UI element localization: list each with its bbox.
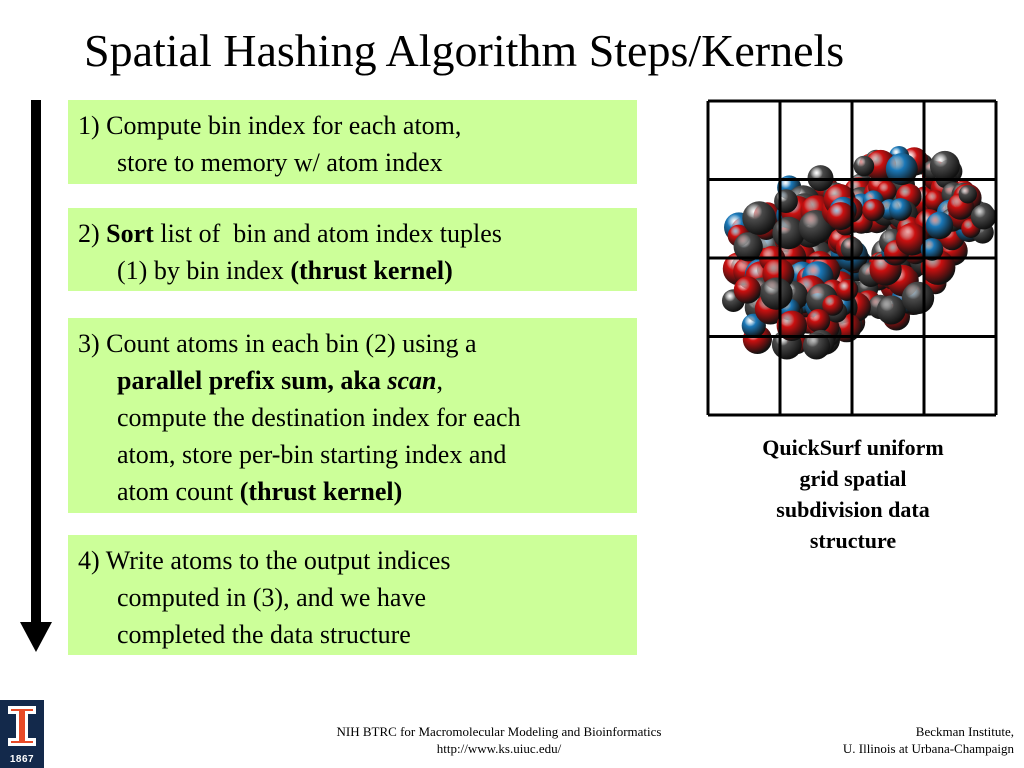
- bold-text: Sort: [106, 219, 154, 248]
- bold-text: (thrust kernel): [290, 256, 453, 285]
- step-3-box: [68, 318, 637, 513]
- footer-right: [843, 723, 1014, 757]
- step-text: 4) Write atoms to the output indices: [78, 546, 451, 575]
- atom-sphere: [889, 198, 912, 221]
- atom-sphere: [807, 309, 831, 333]
- step-text: completed the data structure: [117, 620, 411, 649]
- step-text: compute the destination index for each: [117, 403, 521, 432]
- atom-sphere: [902, 282, 934, 314]
- caption-line: structure: [809, 528, 897, 553]
- atom-sphere: [862, 199, 884, 221]
- step-text: computed in (3), and we have: [117, 583, 427, 612]
- atom-sphere: [760, 278, 792, 310]
- spatial-grid-figure: [706, 99, 998, 417]
- logo-year: 1867: [9, 754, 35, 765]
- step-text: 2): [78, 219, 107, 248]
- footer-university: U. Illinois at Urbana-Champaign: [842, 741, 1014, 756]
- step-text: 3) Count atoms in each bin (2) using a: [78, 329, 477, 358]
- atom-sphere: [877, 296, 906, 325]
- footer-institute: Beckman Institute,: [915, 724, 1014, 739]
- atom-sphere: [926, 212, 953, 239]
- step-line: [78, 252, 627, 289]
- university-logo: [0, 700, 44, 768]
- step-line: [78, 215, 627, 252]
- step-line: [78, 579, 627, 616]
- step-line: [78, 616, 627, 653]
- step-line: [78, 362, 627, 399]
- step-line: [78, 436, 627, 473]
- caption-line: QuickSurf uniform: [762, 435, 944, 460]
- step-text: atom, store per-bin starting index and: [117, 440, 507, 469]
- step-text: atom count: [117, 477, 240, 506]
- grid-lines: [708, 101, 996, 415]
- bold-text: (thrust kernel): [239, 477, 403, 506]
- slide-title: Spatial Hashing Algorithm Steps/Kernels: [84, 25, 845, 76]
- down-arrow-icon: [18, 100, 54, 656]
- step-text: ,: [436, 366, 443, 395]
- caption-line: subdivision data: [776, 497, 930, 522]
- step-line: [78, 473, 627, 510]
- figure-caption: [720, 432, 986, 556]
- atom-sphere: [734, 276, 761, 303]
- footer-center: [300, 723, 698, 757]
- footer-org: NIH BTRC for Macromolecular Modeling and Bioinformatics: [336, 724, 662, 739]
- step-line: [78, 144, 627, 181]
- bold-text: parallel prefix sum, aka: [117, 366, 388, 395]
- step-1-box: [68, 100, 637, 184]
- step-text: (1) by bin index: [117, 256, 291, 285]
- atom-sphere: [854, 156, 875, 177]
- step-text: store to memory w/ atom index: [117, 148, 443, 177]
- step-text: list of bin and atom index tuples: [153, 219, 502, 248]
- step-4-box: [68, 535, 637, 655]
- step-2-box: [68, 208, 637, 291]
- step-line: [78, 325, 627, 362]
- caption-line: grid spatial: [799, 466, 907, 491]
- atom-sphere: [959, 185, 977, 203]
- atom-sphere: [774, 189, 798, 213]
- footer-url: http://www.ks.uiuc.edu/: [436, 741, 562, 756]
- step-text: 1) Compute bin index for each atom,: [78, 111, 462, 140]
- step-line: [78, 542, 627, 579]
- atom-sphere: [742, 201, 776, 235]
- atom-sphere: [971, 204, 996, 229]
- block-i-icon: [0, 700, 44, 754]
- step-line: [78, 399, 627, 436]
- step-line: [78, 107, 627, 144]
- atom-sphere: [930, 151, 960, 181]
- bold-text: scan: [387, 366, 437, 395]
